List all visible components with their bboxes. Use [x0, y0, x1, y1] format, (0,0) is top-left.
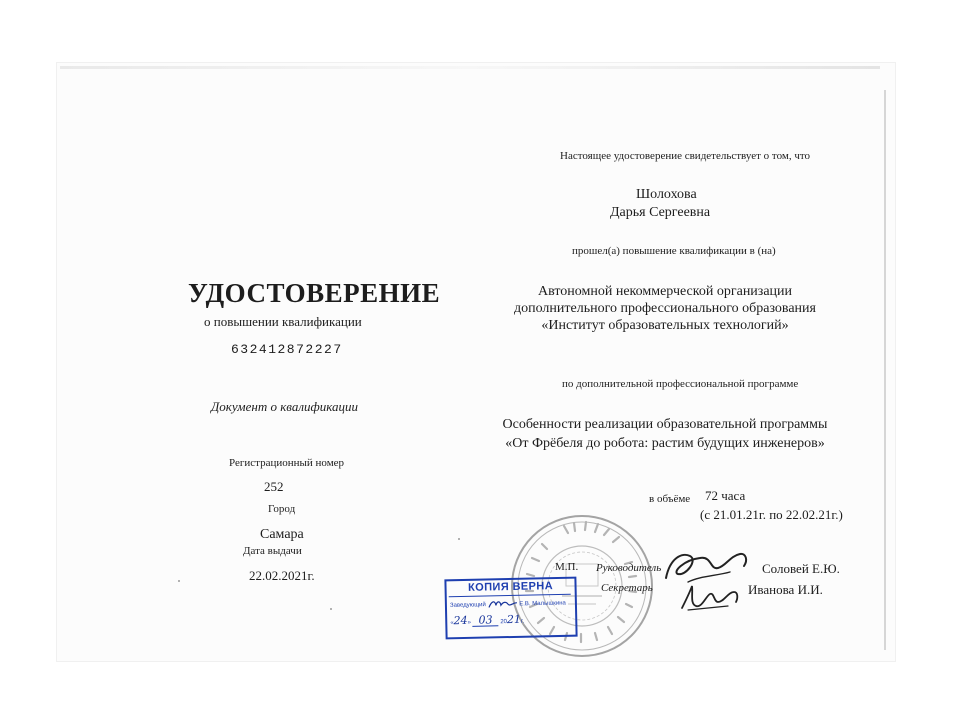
head-label: Руководитель [596, 562, 662, 574]
copy-stamp-divider [449, 594, 571, 598]
copy-stamp-signer: Е.В. Малышкина [519, 600, 566, 608]
registration-label: Регистрационный номер [229, 457, 345, 469]
volume-hours: 72 часа [705, 488, 746, 503]
copy-stamp-date: «24» 03 2021г. [450, 612, 525, 628]
study-period: (с 21.01.21г. по 22.02.21г.) [700, 507, 843, 522]
organization-line-2: дополнительного профессионального образования [514, 301, 816, 316]
copy-stamp-position: Заведующий [449, 602, 486, 609]
secretary-name: Иванова И.И. [748, 582, 823, 597]
registration-number: 252 [264, 479, 284, 494]
holder-surname: Шолохова [636, 187, 697, 202]
copy-stamp-year-suffix: 21 [506, 612, 522, 627]
copy-stamp-title: КОПИЯ ВЕРНА [467, 580, 554, 594]
holder-given-names: Дарья Сергеевна [610, 205, 711, 220]
city-value: Самара [260, 527, 304, 542]
certificate-subtitle: о повышении квалификации [204, 314, 362, 329]
program-title-line-1: Особенности реализации образовательной программы [502, 417, 828, 432]
copy-stamp-year-end: г. [520, 618, 525, 625]
certificate-number: 632412872227 [231, 342, 343, 357]
scan-edge-top [60, 66, 880, 69]
copy-stamp-signer-row [450, 598, 566, 610]
city-label: Город [268, 503, 296, 515]
copy-stamp-year-prefix: 20 [500, 619, 508, 626]
scan-speck [458, 538, 460, 540]
certificate-title: УДОСТОВЕРЕНИЕ [188, 278, 441, 308]
intro-text: Настоящее удостоверение свидетельствует о том, что [560, 150, 811, 162]
document-type: Документ о квалификации [211, 399, 358, 414]
scan-edge-right [884, 90, 886, 650]
program-title [490, 415, 840, 453]
issue-date: 22.02.2021г. [249, 568, 315, 583]
copy-certified-stamp [444, 577, 577, 640]
seal-place-label: М.П. [555, 561, 579, 573]
organization-line-3: «Институт образовательных технологий» [541, 318, 789, 333]
secretary-signature [678, 580, 744, 614]
copy-stamp-day: 24 [453, 613, 468, 628]
volume-label: в объёме [649, 493, 691, 505]
scan-speck [178, 580, 180, 582]
scan-speck [330, 608, 332, 610]
passed-label: прошел(а) повышение квалификации в (на) [572, 245, 776, 257]
head-name: Соловей Е.Ю. [762, 561, 840, 576]
organization-name [500, 283, 830, 334]
copy-stamp-signature [487, 599, 517, 610]
program-label: по дополнительной профессиональной программе [562, 378, 799, 390]
copy-stamp-month: 03 [478, 613, 493, 627]
issue-date-label: Дата выдачи [243, 545, 302, 557]
program-title-line-2: «От Фрёбеля до робота: растим будущих инженеров» [505, 436, 825, 451]
secretary-label: Секретарь [601, 582, 653, 594]
organization-line-1: Автономной некоммерческой организации [537, 284, 793, 299]
